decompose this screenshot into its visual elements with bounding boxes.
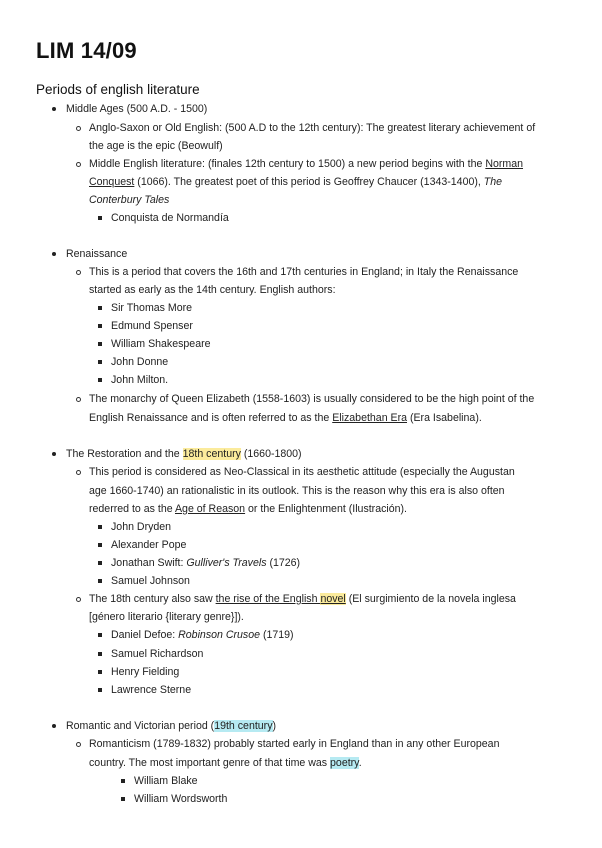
list-item-english-novel (89, 590, 516, 608)
list-item-author: Alexander Pope (111, 536, 186, 554)
text: English Renaissance and is often referred to as the (89, 412, 333, 424)
text: The Restoration and the (66, 448, 183, 460)
list-item-romantic (66, 717, 276, 735)
list-item-anglo-saxon-cont: the age is the epic (Beowulf) (89, 140, 223, 152)
list-item-elizabeth: The monarchy of Queen Elizabeth (1558-1603) is usually considered to be the high point of the (89, 390, 534, 408)
text: Daniel Defoe: (111, 629, 179, 641)
text: (1066). The greatest poet of this period is Geoffrey Chaucer (1343-1400), (134, 176, 484, 188)
highlight-18th-century: 18th century (182, 448, 241, 460)
text: (1719) (260, 629, 294, 641)
list-item-romanticism: Romanticism (1789-1832) probably started early in England than in any other European (89, 735, 499, 753)
list-item-middle-english (89, 155, 523, 173)
text: rederred to as the (89, 503, 175, 515)
list-item-author: Sir Thomas More (111, 299, 192, 317)
list-item-middle-ages: Middle Ages (500 A.D. - 1500) (66, 100, 207, 118)
list-item-poet: William Blake (134, 772, 198, 790)
list-item-neoclassical: This period is considered as Neo-Classical in its aesthetic attitude (especially the Augustan (89, 463, 515, 481)
list-item-restoration (66, 445, 302, 463)
text: The 18th century also saw (89, 593, 216, 605)
text: or the Enlightenment (Ilustración). (245, 503, 408, 515)
list-item-author: Samuel Johnson (111, 572, 190, 590)
list-item-renaissance: Renaissance (66, 245, 127, 263)
list-item-author: Edmund Spenser (111, 317, 193, 335)
text: Romantic and Victorian period ( (66, 720, 215, 732)
link-text: the rise of the English (215, 593, 321, 605)
link-rise-of-novel[interactable] (216, 593, 346, 605)
list-item-author: Henry Fielding (111, 663, 179, 681)
list-item-author: John Milton. (111, 371, 168, 389)
italic-title: Robinson Crusoe (178, 629, 260, 641)
list-item-author (111, 626, 294, 644)
list-item-anglo-saxon: Anglo-Saxon or Old English: (500 A.D to the 12th century): The greatest literary achievement of (89, 119, 535, 137)
list-item-renaissance-period: This is a period that covers the 16th and 17th centuries in England; in Italy the Renaissance (89, 263, 518, 281)
highlight-poetry: poetry (330, 757, 359, 769)
page-title: LIM 14/09 (36, 38, 137, 63)
text: (1660-1800) (240, 448, 302, 460)
list-item-author: John Dryden (111, 518, 171, 536)
link-norman-conquest-cont[interactable]: Conquest (89, 176, 135, 188)
list-item-renaissance-period-cont: started as early as the 14th century. English authors: (89, 284, 336, 296)
link-norman-conquest[interactable]: Norman (485, 158, 524, 170)
link-elizabethan-era[interactable]: Elizabethan Era (332, 412, 408, 424)
text: Middle English literature: (finales 12th century to 1500) a new period begins with the (89, 158, 486, 170)
list-item-author: Lawrence Sterne (111, 681, 191, 699)
text: (Era Isabelina). (407, 412, 482, 424)
highlight-novel: novel (320, 593, 346, 605)
list-item-author: John Donne (111, 353, 168, 371)
link-age-of-reason[interactable]: Age of Reason (174, 503, 246, 515)
list-item-poet: William Wordsworth (134, 790, 227, 808)
list-item-neoclassical-cont: age 1660-1740) an rationalistic in its outlook. This is the reason why this era is also often (89, 485, 505, 497)
list-item-author: Samuel Richardson (111, 645, 203, 663)
list-item-english-novel-cont: [género literario {literary genre}]). (89, 611, 244, 623)
italic-title: Gulliver's Travels (186, 557, 267, 569)
list-item-conquista: Conquista de Normandía (111, 209, 229, 227)
list-item-romanticism-cont (89, 754, 362, 772)
text: ) (272, 720, 277, 732)
highlight-19th-century: 19th century (214, 720, 273, 732)
text: country. The most important genre of that time was (89, 757, 331, 769)
list-item-neoclassical-cont (89, 500, 407, 518)
list-item-author (111, 554, 300, 572)
text: Jonathan Swift: (111, 557, 187, 569)
italic-title-cont: Conterbury Tales (89, 194, 170, 206)
section-heading: Periods of english literature (36, 82, 200, 97)
text: . (358, 757, 362, 769)
italic-title: The (483, 176, 503, 188)
text: (1726) (266, 557, 301, 569)
list-item-elizabeth-cont (89, 409, 482, 427)
list-item-author: William Shakespeare (111, 335, 211, 353)
list-item-middle-english-cont (89, 173, 502, 191)
text: (El surgimiento de la novela inglesa (345, 593, 516, 605)
